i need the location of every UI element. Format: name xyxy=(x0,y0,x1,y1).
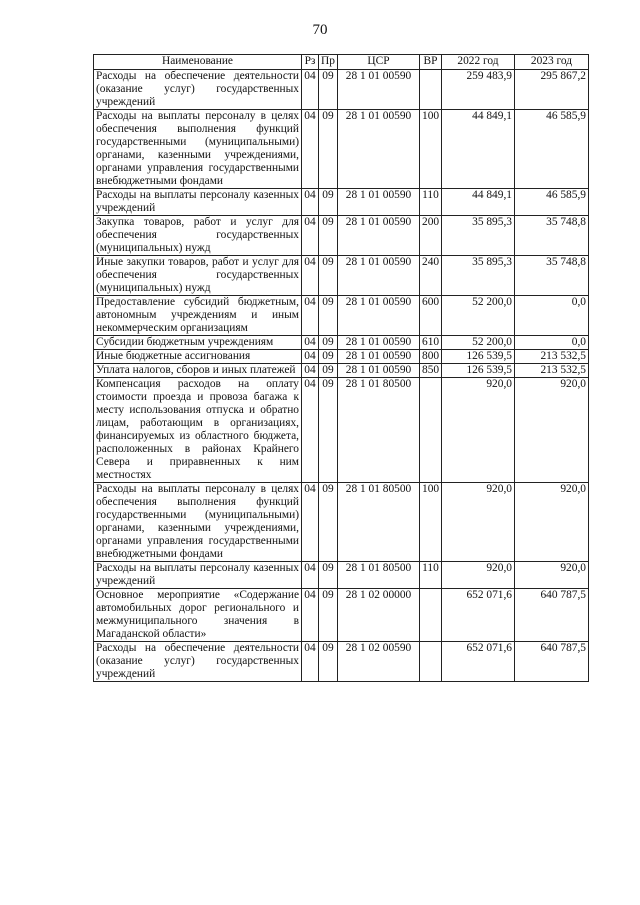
row-csr: 28 1 01 00590 xyxy=(338,110,420,189)
row-rz: 04 xyxy=(302,350,319,364)
row-name: Иные закупки товаров, работ и услуг для обеспечения государственных (муниципальных) нужд xyxy=(94,256,302,296)
row-pr: 09 xyxy=(319,296,338,336)
page-number: 70 xyxy=(312,22,328,38)
row-2022: 52 200,0 xyxy=(442,296,515,336)
row-pr: 09 xyxy=(319,378,338,483)
row-vr: 110 xyxy=(420,189,442,216)
row-name: Основное мероприятие «Содержание автомобильных дорог регионального и межмуниципального значения в Магаданской области» xyxy=(94,589,302,642)
table-row xyxy=(94,336,589,350)
row-vr: 200 xyxy=(420,216,442,256)
table-row xyxy=(94,256,589,296)
row-rz: 04 xyxy=(302,110,319,189)
row-csr: 28 1 02 00590 xyxy=(338,642,420,682)
row-rz: 04 xyxy=(302,189,319,216)
row-2023: 213 532,5 xyxy=(515,350,589,364)
row-2023: 46 585,9 xyxy=(515,110,589,189)
table-row xyxy=(94,70,589,110)
row-pr: 09 xyxy=(319,642,338,682)
row-vr: 600 xyxy=(420,296,442,336)
row-csr: 28 1 01 80500 xyxy=(338,483,420,562)
row-2022: 652 071,6 xyxy=(442,589,515,642)
header-pr: Пр xyxy=(319,55,338,70)
row-rz: 04 xyxy=(302,483,319,562)
budget-table xyxy=(93,54,589,682)
table-header-row xyxy=(94,55,589,70)
row-vr xyxy=(420,589,442,642)
row-csr: 28 1 01 00590 xyxy=(338,70,420,110)
row-rz: 04 xyxy=(302,378,319,483)
row-2023: 295 867,2 xyxy=(515,70,589,110)
row-vr xyxy=(420,378,442,483)
row-name: Расходы на выплаты персоналу в целях обеспечения выполнения функций государственными (муниципальными) органами, казенными учреждениями, органами управления государственными внебюджетными фондами xyxy=(94,483,302,562)
row-vr: 100 xyxy=(420,110,442,189)
row-name: Субсидии бюджетным учреждениям xyxy=(94,336,302,350)
row-2023: 0,0 xyxy=(515,296,589,336)
row-vr xyxy=(420,642,442,682)
row-csr: 28 1 01 00590 xyxy=(338,364,420,378)
row-pr: 09 xyxy=(319,562,338,589)
row-name: Расходы на обеспечение деятельности (оказание услуг) государственных учреждений xyxy=(94,642,302,682)
table-row xyxy=(94,483,589,562)
row-pr: 09 xyxy=(319,336,338,350)
row-vr: 100 xyxy=(420,483,442,562)
table-row xyxy=(94,110,589,189)
row-name: Компенсация расходов на оплату стоимости проезда и провоза багажа к месту использования отпуска и обратно лицам, работающим в организациях, финансируемых из областного бюджета, расположенных в районах Крайнего Севера и приравненных к ним местностях xyxy=(94,378,302,483)
row-2022: 126 539,5 xyxy=(442,364,515,378)
row-csr: 28 1 01 80500 xyxy=(338,562,420,589)
row-rz: 04 xyxy=(302,562,319,589)
row-2022: 35 895,3 xyxy=(442,216,515,256)
header-2022: 2022 год xyxy=(442,55,515,70)
row-csr: 28 1 01 00590 xyxy=(338,256,420,296)
row-2023: 35 748,8 xyxy=(515,256,589,296)
row-2023: 920,0 xyxy=(515,562,589,589)
row-name: Иные бюджетные ассигнования xyxy=(94,350,302,364)
row-name: Предоставление субсидий бюджетным, автономным учреждениям и иным некоммерческим организациям xyxy=(94,296,302,336)
row-rz: 04 xyxy=(302,336,319,350)
row-2022: 920,0 xyxy=(442,378,515,483)
row-2023: 920,0 xyxy=(515,378,589,483)
row-2022: 35 895,3 xyxy=(442,256,515,296)
row-2023: 213 532,5 xyxy=(515,364,589,378)
row-rz: 04 xyxy=(302,216,319,256)
row-vr: 610 xyxy=(420,336,442,350)
table-row xyxy=(94,562,589,589)
row-name: Расходы на выплаты персоналу казенных учреждений xyxy=(94,562,302,589)
row-pr: 09 xyxy=(319,589,338,642)
header-name: Наименование xyxy=(94,55,302,70)
row-2023: 0,0 xyxy=(515,336,589,350)
row-pr: 09 xyxy=(319,350,338,364)
row-rz: 04 xyxy=(302,256,319,296)
header-csr: ЦСР xyxy=(338,55,420,70)
row-rz: 04 xyxy=(302,296,319,336)
row-rz: 04 xyxy=(302,589,319,642)
row-vr: 800 xyxy=(420,350,442,364)
row-2022: 652 071,6 xyxy=(442,642,515,682)
row-name: Расходы на обеспечение деятельности (оказание услуг) государственных учреждений xyxy=(94,70,302,110)
row-2022: 44 849,1 xyxy=(442,189,515,216)
table-row xyxy=(94,216,589,256)
row-rz: 04 xyxy=(302,364,319,378)
row-rz: 04 xyxy=(302,70,319,110)
row-csr: 28 1 02 00000 xyxy=(338,589,420,642)
row-name: Расходы на выплаты персоналу в целях обеспечения выполнения функций государственными (муниципальными) органами, казенными учреждениями, органами управления государственными внебюджетными фондами xyxy=(94,110,302,189)
table-row xyxy=(94,378,589,483)
row-2022: 52 200,0 xyxy=(442,336,515,350)
row-name: Расходы на выплаты персоналу казенных учреждений xyxy=(94,189,302,216)
table-row xyxy=(94,350,589,364)
row-pr: 09 xyxy=(319,189,338,216)
row-vr xyxy=(420,70,442,110)
row-pr: 09 xyxy=(319,483,338,562)
row-vr: 240 xyxy=(420,256,442,296)
row-2022: 44 849,1 xyxy=(442,110,515,189)
row-csr: 28 1 01 00590 xyxy=(338,350,420,364)
row-name: Закупка товаров, работ и услуг для обеспечения государственных (муниципальных) нужд xyxy=(94,216,302,256)
header-2023: 2023 год xyxy=(515,55,589,70)
header-rz: Рз xyxy=(302,55,319,70)
header-vr: ВР xyxy=(420,55,442,70)
row-vr: 110 xyxy=(420,562,442,589)
row-csr: 28 1 01 80500 xyxy=(338,378,420,483)
row-name: Уплата налогов, сборов и иных платежей xyxy=(94,364,302,378)
row-rz: 04 xyxy=(302,642,319,682)
row-2022: 920,0 xyxy=(442,483,515,562)
row-2023: 35 748,8 xyxy=(515,216,589,256)
row-vr: 850 xyxy=(420,364,442,378)
row-2022: 126 539,5 xyxy=(442,350,515,364)
row-pr: 09 xyxy=(319,364,338,378)
row-2022: 259 483,9 xyxy=(442,70,515,110)
table-row xyxy=(94,364,589,378)
row-csr: 28 1 01 00590 xyxy=(338,336,420,350)
table-row xyxy=(94,642,589,682)
row-pr: 09 xyxy=(319,216,338,256)
table-row xyxy=(94,296,589,336)
row-2023: 640 787,5 xyxy=(515,642,589,682)
row-pr: 09 xyxy=(319,70,338,110)
row-pr: 09 xyxy=(319,110,338,189)
row-csr: 28 1 01 00590 xyxy=(338,189,420,216)
row-csr: 28 1 01 00590 xyxy=(338,296,420,336)
row-2023: 640 787,5 xyxy=(515,589,589,642)
row-2022: 920,0 xyxy=(442,562,515,589)
row-2023: 920,0 xyxy=(515,483,589,562)
table-row xyxy=(94,589,589,642)
row-pr: 09 xyxy=(319,256,338,296)
row-2023: 46 585,9 xyxy=(515,189,589,216)
row-csr: 28 1 01 00590 xyxy=(338,216,420,256)
table-row xyxy=(94,189,589,216)
